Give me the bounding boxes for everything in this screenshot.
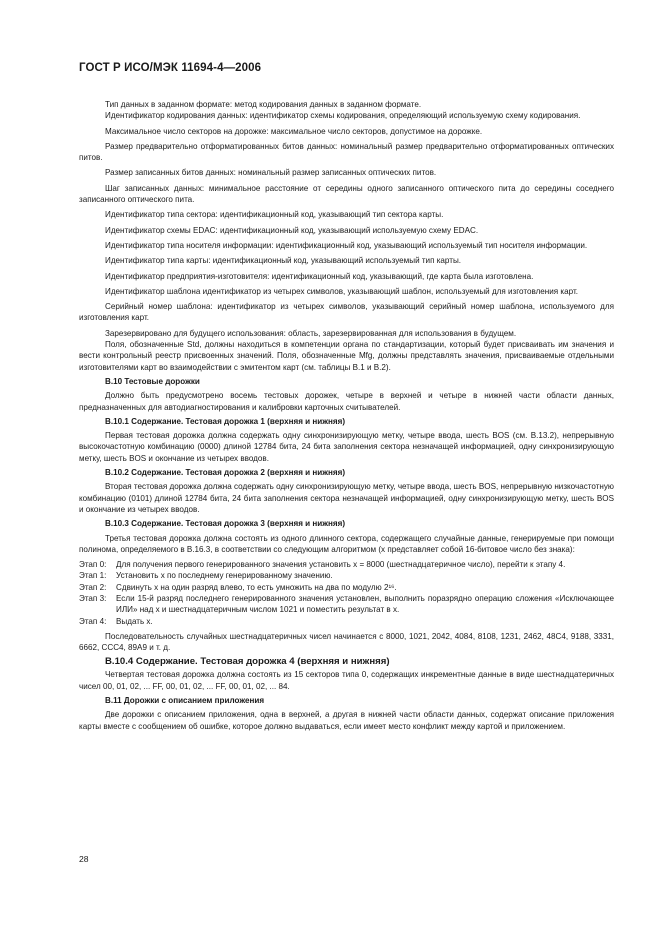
- definition-paragraph: Идентификатор шаблона идентификатор из четырех символов, указывающий шаблон, используемый для изготовления карт.: [105, 286, 579, 296]
- document-page: [79, 62, 614, 732]
- step-label: Этап 3:: [79, 593, 107, 603]
- section-b11-title: В.11 Дорожки с описанием приложения: [105, 696, 265, 706]
- algorithm-steps: [79, 559, 614, 627]
- definition-paragraph: Максимальное число секторов на дорожке: максимальное число секторов, допустимое на дорожке.: [105, 126, 483, 136]
- section-b11-text: Две дорожки с описанием приложения, одна в верхней, а другая в нижней части области данных, содержат описание приложения карты вместе с сообщением об ошибке, которое должно выдаваться, если имеет место конфликт между картой и приложением.: [79, 710, 614, 731]
- definition-paragraph: Идентификатор кодирования данных: идентификатор схемы кодирования, определяющий используемую схему кодирования.: [105, 111, 581, 121]
- section-b104-title: В.10.4 Содержание. Тестовая дорожка 4 (верхняя и нижняя): [105, 656, 390, 668]
- definition-paragraph: Тип данных в заданном формате: метод кодирования данных в заданном формате.: [105, 100, 422, 109]
- page-number: 28: [79, 854, 89, 864]
- definition-paragraph: Идентификатор предприятия-изготовителя: идентификационный код, указывающий, где карта была изготовлена.: [105, 271, 534, 281]
- section-b103-text: Третья тестовая дорожка должна состоять из одного длинного сектора, содержащего случайные данные, генерируемые при помощи полинома, определяемого в В.16.3, в соответствии со следующим алгоритмом (x представляет собой 16-битовое число без знака):: [79, 533, 614, 554]
- section-b101-text: Первая тестовая дорожка должна содержать одну синхронизирующую метку, четыре ввода, шесть BOS (см. В.13.2), непрерывную высокочастотную комбинацию (0000) длиной 12784 бита, 24 бита заполнения сектора незначащей информацией, одну синхронизирующую метку, шесть BOS и окончание из четырех вводов.: [79, 431, 614, 463]
- algorithm-step: [79, 582, 614, 593]
- step-text: Для получения первого генерированного значения установить x = 8000 (шестнадцатеричное число), перейти к этапу 4.: [116, 560, 566, 570]
- step-label: Этап 0:: [79, 560, 107, 570]
- section-b102-title: В.10.2 Содержание. Тестовая дорожка 2 (верхняя и нижняя): [105, 468, 346, 478]
- definition-paragraph: Идентификатор типа носителя информации: идентификационный код, указывающий используемый тип носителя информации.: [105, 240, 588, 250]
- step-text: Если 15-й разряд последнего генерированного значения установлен, выполнить поразрядно операцию сложения «Исключающее ИЛИ» над x и шестнадцатеричным числом 1021 и поместить результат в x.: [116, 593, 614, 615]
- algorithm-step: [79, 570, 614, 581]
- definition-paragraph: Идентификатор схемы EDAC: идентификационный код, указывающий используемую схему EDAC.: [105, 225, 479, 235]
- step-label: Этап 1:: [79, 571, 107, 581]
- fields-note-paragraph: Поля, обозначенные Std, должны находиться в компетенции органа по стандартизации, который будет присваивать им значения и вести контрольный реестр присвоенных значений. Поля, обозначенные Mfg, должны представлять значения, присваиваемые отдельными изготовителями карт во взаимодействии с эмитентом карт (см. таблицы В.1 и В.2).: [79, 340, 614, 372]
- step-label: Этап 2:: [79, 582, 107, 592]
- section-b101-title: В.10.1 Содержание. Тестовая дорожка 1 (верхняя и нижняя): [105, 416, 346, 426]
- section-b10-text: Должно быть предусмотрено восемь тестовых дорожек, четыре в верхней и четыре в нижней части области данных, предназначенных для автодиагностирования и калибровки карточных считывателей.: [79, 391, 614, 412]
- definition-paragraph: Размер записанных битов данных: номинальный размер записанных оптических питов.: [105, 168, 437, 178]
- step-text: Выдать x.: [116, 616, 153, 626]
- section-b103-title: В.10.3 Содержание. Тестовая дорожка 3 (верхняя и нижняя): [105, 519, 346, 529]
- step-text: Сдвинуть x на один разряд влево, то есть умножить на два по модулю 2¹⁶.: [116, 582, 397, 592]
- document-header: ГОСТ Р ИСО/МЭК 11694-4—2006: [79, 62, 262, 74]
- definition-paragraph: Серийный номер шаблона: идентификатор из четырех символов, указывающий серийный номер шаблона, используемого для изготовления карт.: [79, 302, 614, 323]
- section-b104-text: Четвертая тестовая дорожка должна состоять из 15 секторов типа 0, содержащих инкрементные данные в виде шестнадцатеричных чисел 00, 01, 02, ... FF, 00, 01, 02, ... FF, 00, 01, 02, ... 84.: [79, 670, 614, 691]
- section-b10-title: В.10 Тестовые дорожки: [105, 376, 200, 386]
- step-label: Этап 4:: [79, 616, 107, 626]
- random-sequence-text: Последовательность случайных шестнадцатеричных чисел начинается с 8000, 1021, 2042, 4084, 8108, 1231, 2462, 48C4, 9188, 3331, 6662, CCC4, 89A9 и т. д.: [79, 631, 614, 653]
- algorithm-step: [79, 593, 614, 616]
- algorithm-step: [79, 559, 614, 570]
- definition-paragraph: Зарезервировано для будущего использования: область, зарезервированная для использования в будущем.: [105, 328, 517, 338]
- definition-paragraph: Шаг записанных данных: минимальное расстояние от середины одного записанного оптического пита до середины соседнего записанного оптического пита.: [79, 183, 614, 205]
- section-b102-text: Вторая тестовая дорожка должна содержать одну синхронизирующую метку, четыре ввода, шесть BOS, непрерывную низкочастотную комбинацию (0101) длиной 12784 бита, 24 бита заполнения сектора незначащей информацией, одну синхронизирующую метку, шесть BOS и окончание из четырех вводов.: [79, 482, 614, 514]
- definitions-list: [79, 99, 614, 373]
- step-text: Установить x по последнему генерированному значению.: [116, 571, 333, 581]
- definition-paragraph: Размер предварительно отформатированных битов данных: номинальный размер предварительно отформатированных оптических питов.: [79, 141, 614, 163]
- definition-paragraph: Идентификатор типа карты: идентификационный код, указывающий используемый тип карты.: [105, 256, 462, 266]
- definition-paragraph: Идентификатор типа сектора: идентификационный код, указывающий тип сектора карты.: [105, 210, 444, 220]
- algorithm-step: [79, 616, 614, 627]
